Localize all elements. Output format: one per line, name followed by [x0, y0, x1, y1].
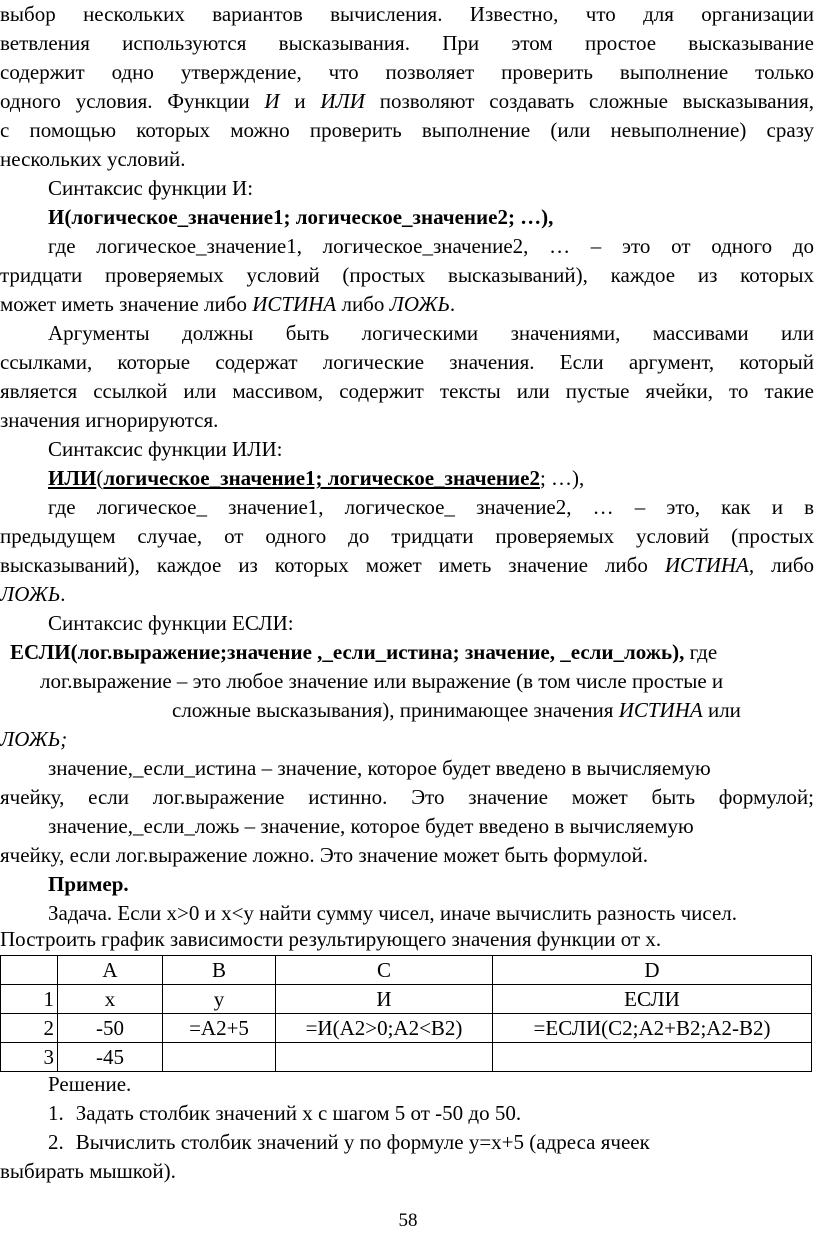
table-cell: -45: [58, 1043, 163, 1072]
table-cell: =A2+5: [163, 1014, 276, 1043]
task-line-2: Построить график зависимости результирующего значения функции от x.: [0, 927, 662, 951]
row-number: 2: [1, 1014, 58, 1043]
list-number: 2.: [48, 1130, 64, 1154]
row-number: 1: [1, 985, 58, 1014]
or-desc-line-1: где логическое_ значение1, логическое_ значение2, … – это, как и в: [48, 495, 814, 519]
list-item: [48, 1128, 650, 1157]
args-line-3: является ссылкой или массивом, содержит тексты или пустые ячейки, то такие: [0, 379, 814, 403]
and-desc-line-1: где логическое_значение1, логическое_значение2, … – это от одного до: [48, 234, 814, 258]
table-cell: -50: [58, 1014, 163, 1043]
example-heading: Пример.: [48, 872, 129, 896]
table-row: [1, 1043, 812, 1072]
if-desc-line-3: ЛОЖЬ;: [0, 727, 68, 751]
intro-line-1: выбор нескольких вариантов вычисления. Известно, что для организации: [0, 2, 814, 26]
and-desc-line-2: тридцати проверяемых условий (простых высказываний), каждое из которых: [0, 263, 814, 287]
or-desc-text: .: [60, 582, 66, 606]
args-line-1: Аргументы должны быть логическими значениями, массивами или: [48, 321, 814, 345]
solution-heading: Решение.: [48, 1072, 132, 1096]
intro-line-5: с помощью которых можно проверить выполнение (или невыполнение) сразу: [0, 118, 814, 142]
value-false: ЛОЖЬ: [0, 582, 61, 606]
if-syntax: [10, 638, 816, 667]
intro-text: позволяют создавать сложные высказывания,: [364, 89, 814, 113]
or-desc-text: либо: [754, 553, 814, 577]
or-desc-line-3: [0, 551, 814, 580]
or-syntax-paren: (: [96, 466, 104, 490]
table-header-cell: C: [276, 956, 493, 985]
intro-line-2: ветвления используются высказывания. При этом простое высказывание: [0, 31, 814, 55]
if-desc-text: или: [702, 698, 741, 722]
intro-line-4: [0, 87, 814, 116]
true-value-line-2: ячейку, если лог.выражение истинно. Это значение может быть формулой;: [0, 785, 814, 809]
table-cell: И: [276, 985, 493, 1014]
or-heading: Синтаксис функции ИЛИ:: [48, 437, 283, 461]
table-header-cell: B: [163, 956, 276, 985]
or-syntax-fn: ИЛИ: [48, 466, 97, 490]
task-line-1: Задача. Если x>0 и x<y найти сумму чисел, иначе вычислить разность чисел.: [48, 901, 738, 925]
table-cell: x: [58, 985, 163, 1014]
intro-line-6: нескольких условий.: [0, 147, 186, 171]
table-cell: y: [163, 985, 276, 1014]
list-item-continuation: выбирать мышкой).: [0, 1159, 176, 1183]
spreadsheet-table: [0, 955, 812, 1072]
table-header-cell: [1, 956, 58, 985]
table-header-cell: D: [493, 956, 812, 985]
table-cell: ЕСЛИ: [493, 985, 812, 1014]
false-value-line-2: ячейку, если лог.выражение ложно. Это значение может быть формулой.: [0, 843, 648, 867]
value-false: ЛОЖЬ: [389, 292, 450, 316]
if-syntax-fn: ЕСЛИ(лог.выражение;значение ,_если_истина; значение, _если_ложь),: [10, 640, 685, 664]
if-heading: Синтаксис функции ЕСЛИ:: [48, 611, 294, 635]
list-item-text: Вычислить столбик значений y по формуле y=x+5 (адреса ячеек: [75, 1130, 650, 1154]
table-cell: [276, 1043, 493, 1072]
and-desc-text: либо: [336, 292, 390, 316]
table-cell: =ЕСЛИ(C2;A2+B2;A2-B2): [493, 1014, 812, 1043]
list-item-text: Задать столбик значений x с шагом 5 от -50 до 50.: [75, 1101, 522, 1125]
or-desc-text: высказываний), каждое из которых может иметь значение либо: [0, 553, 665, 577]
function-or-name: ИЛИ: [320, 89, 365, 113]
args-line-4: значения игнорируются.: [0, 408, 219, 432]
and-heading: Синтаксис функции И:: [48, 176, 254, 200]
true-value-line-1: значение,_если_истина – значение, которое будет введено в вычисляемую: [48, 756, 711, 780]
or-syntax-tail: ; …),: [539, 466, 585, 490]
intro-line-3: содержит одно утверждение, что позволяет проверить выполнение только: [0, 60, 814, 84]
or-desc-line-2: предыдущем случае, от одного до тридцати проверяемых условий (простых: [0, 524, 814, 548]
table-header-cell: A: [58, 956, 163, 985]
row-number: 3: [1, 1043, 58, 1072]
table-header-row: [1, 956, 812, 985]
table-row: [1, 1014, 812, 1043]
if-desc-line-2: [172, 696, 816, 725]
if-syntax-tail: где: [684, 640, 718, 664]
and-desc-line-3: [0, 290, 814, 319]
table-cell: =И(A2>0;A2<B2): [276, 1014, 493, 1043]
and-desc-text: .: [449, 292, 456, 316]
or-desc-line-4: [0, 580, 814, 609]
value-true: ИСТИНА: [252, 292, 337, 316]
if-desc-line-1: лог.выражение – это любое значение или выражение (в том числе простые и: [40, 669, 724, 693]
function-and-name: И: [264, 89, 280, 113]
intro-text: одного условия. Функции: [0, 89, 265, 113]
false-value-line-1: значение,_если_ложь – значение, которое будет введено в вычисляемую: [48, 814, 694, 838]
table-row: [1, 985, 812, 1014]
or-syntax: [0, 464, 814, 493]
list-item: [48, 1099, 521, 1128]
table-cell: [163, 1043, 276, 1072]
intro-text: и: [279, 89, 321, 113]
args-line-2: ссылками, которые содержат логические значения. Если аргумент, который: [0, 350, 814, 374]
if-desc-text: сложные высказывания), принимающее значения: [172, 698, 619, 722]
and-desc-text: может иметь значение либо: [0, 292, 253, 316]
page-number: 58: [398, 1210, 418, 1231]
list-number: 1.: [48, 1101, 64, 1125]
table-cell: [493, 1043, 812, 1072]
or-syntax-args: логическое_значение1; логическое_значение2: [103, 466, 540, 490]
value-true: ИСТИНА: [618, 698, 703, 722]
value-true: ИСТИНА,: [664, 553, 755, 577]
and-syntax: И(логическое_значение1; логическое_значение2; …),: [48, 205, 554, 229]
